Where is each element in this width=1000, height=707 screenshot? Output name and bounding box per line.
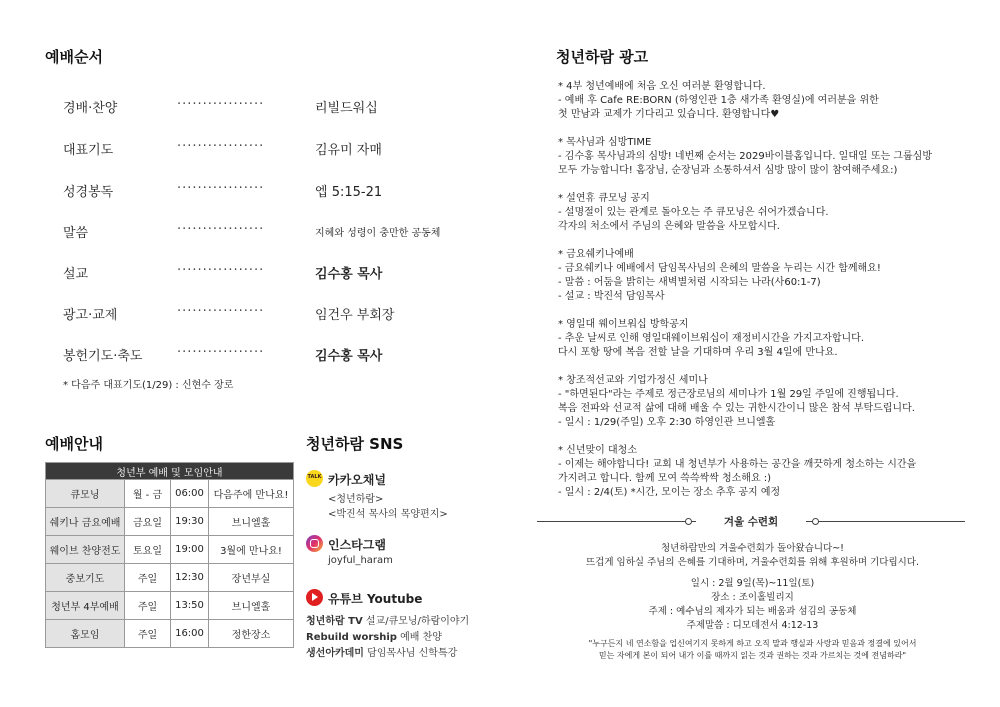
announcement-line: - 설교 : 박진석 담임목사: [558, 291, 665, 302]
kakao-talk-icon[interactable]: [306, 470, 323, 487]
schedule-day: 금요일: [125, 508, 171, 536]
youtube-line: [306, 644, 457, 659]
kakao-channel-line: <청년하람>: [328, 494, 384, 505]
schedule-place: 브니엘홀: [209, 592, 294, 620]
order-dots: ·················: [177, 345, 265, 360]
announcement-block: [558, 374, 978, 430]
schedule-category: 홈모임: [46, 620, 125, 648]
retreat-detail-theme: 주제 : 예수님의 제자가 되는 배움과 섬김의 공동체: [648, 606, 857, 617]
order-name: 대표기도: [63, 143, 114, 158]
order-name: 말씀: [63, 226, 89, 241]
divider-ornament: [812, 518, 819, 525]
youtube-line: [306, 612, 469, 627]
schedule-place: 다음주에 만나요!: [209, 480, 294, 508]
schedule-category: 청년부 4부예배: [46, 592, 125, 620]
announcement-line: - 김수홍 목사님과의 심방! 네번째 순서는 2029바이블홈입니다. 일대일 또는 그룹심방: [558, 151, 932, 162]
schedule-time: 19:00: [171, 536, 209, 564]
schedule-time: 16:00: [171, 620, 209, 648]
announcement-line: * 창조적선교와 기업가정신 세미나: [558, 375, 708, 386]
order-name: 설교: [63, 267, 89, 282]
order-value: 리빌드워십: [315, 101, 378, 116]
schedule-day: 주일: [125, 592, 171, 620]
announcement-line: - 추운 날씨로 인해 영일대웨이브워십이 재정비시간을 가지고자합니다.: [558, 333, 864, 344]
announcement-block: [558, 444, 978, 500]
announcement-line: 복음 전파와 선교적 삶에 대해 배울 수 있는 귀한시간이니 많은 참석 부탁드립니다.: [558, 403, 915, 414]
announcement-line: 다시 포항 땅에 복음 전할 날을 기대하며 우리 3월 4일에 만나요.: [558, 347, 838, 358]
order-value: 임건우 부회장: [315, 308, 395, 323]
schedule-category: 웨이브 찬양전도: [46, 536, 125, 564]
youtube-channel-desc: 담임목사님 신학특강: [367, 648, 458, 659]
youtube-title[interactable]: 유튜브 Youtube: [328, 592, 423, 606]
order-dots: ·················: [177, 304, 265, 319]
schedule-time: 13:50: [171, 592, 209, 620]
retreat-detail-date: 일시 : 2월 9일(목)~11일(토): [690, 578, 815, 589]
retreat-detail-verse: 주제말씀 : 디모데전서 4:12-13: [686, 620, 819, 631]
retreat-quote-line: "누구든지 네 연소함을 업신여기지 못하게 하고 오직 말과 행실과 사랑과 믿음과 정결에 있어서: [588, 639, 917, 648]
table-row: [46, 508, 294, 536]
announcement-line: * 4부 청년예배에 처음 오신 여러분 환영합니다.: [558, 81, 766, 92]
order-value: 엡 5:15-21: [315, 185, 383, 200]
youtube-channel-name: Rebuild worship: [306, 632, 397, 643]
order-row: [63, 139, 403, 159]
announcement-line: * 목사님과 심방TIME: [558, 137, 652, 148]
announcement-line: * 신년맞이 대청소: [558, 445, 637, 456]
retreat-intro-line: 청년하람만의 겨울수련회가 돌아왔습니다~!: [661, 543, 844, 554]
kakao-channel-title[interactable]: 카카오채널: [328, 473, 386, 487]
announcement-line: * 설연휴 큐모닝 공지: [558, 193, 650, 204]
order-row: [63, 304, 403, 324]
schedule-day: 토요일: [125, 536, 171, 564]
table-row: [46, 480, 294, 508]
schedule-category: 큐모닝: [46, 480, 125, 508]
instagram-title[interactable]: 인스타그램: [328, 538, 386, 552]
announcement-line: - 말씀 : 어둠을 밝히는 새벽별처럼 시작되는 나라(사60:1-7): [558, 277, 821, 288]
worship-guide-title: 예배안내: [45, 435, 103, 453]
announcement-line: * 금요쉐키나예배: [558, 249, 634, 260]
sermon-title: 지혜와 성령이 충만한 공동체: [315, 228, 441, 239]
order-row: [63, 345, 403, 365]
announcement-line: 가지려고 합니다. 함께 모여 쓱쓱싹싹 청소해요 :): [558, 473, 772, 484]
schedule-day: 월 - 금: [125, 480, 171, 508]
worship-order-title: 예배순서: [45, 48, 103, 66]
announcement-line: - 설명절이 있는 관계로 돌아오는 주 큐모닝은 쉬어가겠습니다.: [558, 207, 829, 218]
youtube-icon[interactable]: [306, 589, 323, 606]
order-dots: ·················: [177, 263, 265, 278]
youtube-line: [306, 628, 442, 643]
announcement-line: - 금요쉐키나 예배에서 담임목사님의 은혜의 말씀을 누리는 시간 함께해요!: [558, 263, 881, 274]
order-name: 봉헌기도·축도: [63, 349, 143, 364]
instagram-handle: joyful_haram: [328, 555, 393, 566]
schedule-table: [45, 462, 294, 648]
order-value: 김유미 자매: [315, 143, 382, 158]
order-value: 김수홍 목사: [315, 267, 383, 282]
youtube-channel-name: 생선아카데미: [306, 648, 364, 659]
announcement-block: [558, 192, 978, 234]
order-row: [63, 263, 403, 283]
youtube-channel-name: 청년하람 TV: [306, 616, 363, 627]
order-dots: ·················: [177, 97, 265, 112]
schedule-table-header: 청년부 예배 및 모임안내: [46, 463, 294, 480]
kakao-icon-label: TALK: [307, 474, 322, 480]
announcement-line: - 이제는 해야합니다! 교회 내 청년부가 사용하는 공간을 깨끗하게 청소하는 시간을: [558, 459, 917, 470]
schedule-place: 브니엘홀: [209, 508, 294, 536]
divider-ornament: [685, 518, 692, 525]
retreat-intro-line: 뜨겁게 임하실 주님의 은혜를 기대하며, 겨울수련회를 위해 후원하며 기다립시다.: [585, 557, 920, 568]
order-name: 성경봉독: [63, 185, 114, 200]
schedule-category: 쉐키나 금요예배: [46, 508, 125, 536]
announcement-block: [558, 248, 978, 304]
schedule-day: 주일: [125, 620, 171, 648]
schedule-time: 12:30: [171, 564, 209, 592]
next-prayer-note: * 다음주 대표기도(1/29) : 신현수 장로: [63, 380, 234, 391]
retreat-quote-line: 믿는 자에게 본이 되어 내가 이를 때까지 읽는 것과 권하는 것과 가르치는 것에 전념하라": [598, 651, 907, 660]
instagram-icon[interactable]: [306, 535, 323, 552]
table-row: [46, 592, 294, 620]
table-row: [46, 536, 294, 564]
youtube-channel-desc: 설교/큐모닝/하람이야기: [365, 616, 470, 627]
order-row: [63, 97, 403, 117]
announcements-title: 청년하람 광고: [556, 48, 649, 66]
announcement-line: - "하면된다"라는 주제로 정근장로님의 세미나가 1월 29일 주일에 진행됩니다.: [558, 389, 899, 400]
order-row: [63, 181, 403, 201]
announcement-line: - 예배 후 Cafe RE:BORN (하영인관 1층 새가족 환영실)에 여러분을 위한: [558, 95, 879, 106]
youtube-channel-desc: 예배 찬양: [400, 632, 442, 643]
announcement-line: - 일시 : 2/4(토) *시간, 모이는 장소 추후 공지 예정: [558, 487, 781, 498]
schedule-day: 주일: [125, 564, 171, 592]
announcement-block: [558, 80, 978, 122]
announcement-line: 모두 가능합니다! 홈장님, 순장님과 소통하셔서 심방 많이 많이 참여해주세요:): [558, 165, 898, 176]
order-name: 광고·교제: [63, 308, 118, 323]
table-row: [46, 620, 294, 648]
schedule-place: 정한장소: [209, 620, 294, 648]
table-row: [46, 564, 294, 592]
kakao-channel-line: <박진석 목사의 목양편지>: [328, 509, 448, 520]
order-dots: ·················: [177, 181, 265, 196]
announcement-line: - 일시 : 1/29(주일) 오후 2:30 하영인관 브니엘홀: [558, 417, 776, 428]
retreat-detail-place: 장소 : 조이홀빌리지: [711, 592, 794, 603]
announcement-line: 첫 만남과 교제가 기다리고 있습니다. 환영합니다♥: [558, 109, 780, 120]
order-value: 김수홍 목사: [315, 349, 383, 364]
order-dots: ·················: [177, 139, 265, 154]
winter-retreat-title: 겨울 수련회: [696, 514, 806, 528]
sns-title: 청년하람 SNS: [306, 435, 404, 453]
order-dots: ·················: [177, 222, 265, 237]
schedule-time: 19:30: [171, 508, 209, 536]
order-row: [63, 222, 441, 242]
schedule-place: 장년부실: [209, 564, 294, 592]
schedule-place: 3월에 만나요!: [209, 536, 294, 564]
order-name: 경배·찬양: [63, 101, 118, 116]
announcement-line: * 영일대 웨이브워십 방학공지: [558, 319, 689, 330]
announcement-block: [558, 136, 978, 178]
announcement-line: 각자의 처소에서 주님의 은혜와 말씀을 사모합시다.: [558, 221, 780, 232]
schedule-category: 중보기도: [46, 564, 125, 592]
schedule-time: 06:00: [171, 480, 209, 508]
announcement-block: [558, 318, 978, 360]
